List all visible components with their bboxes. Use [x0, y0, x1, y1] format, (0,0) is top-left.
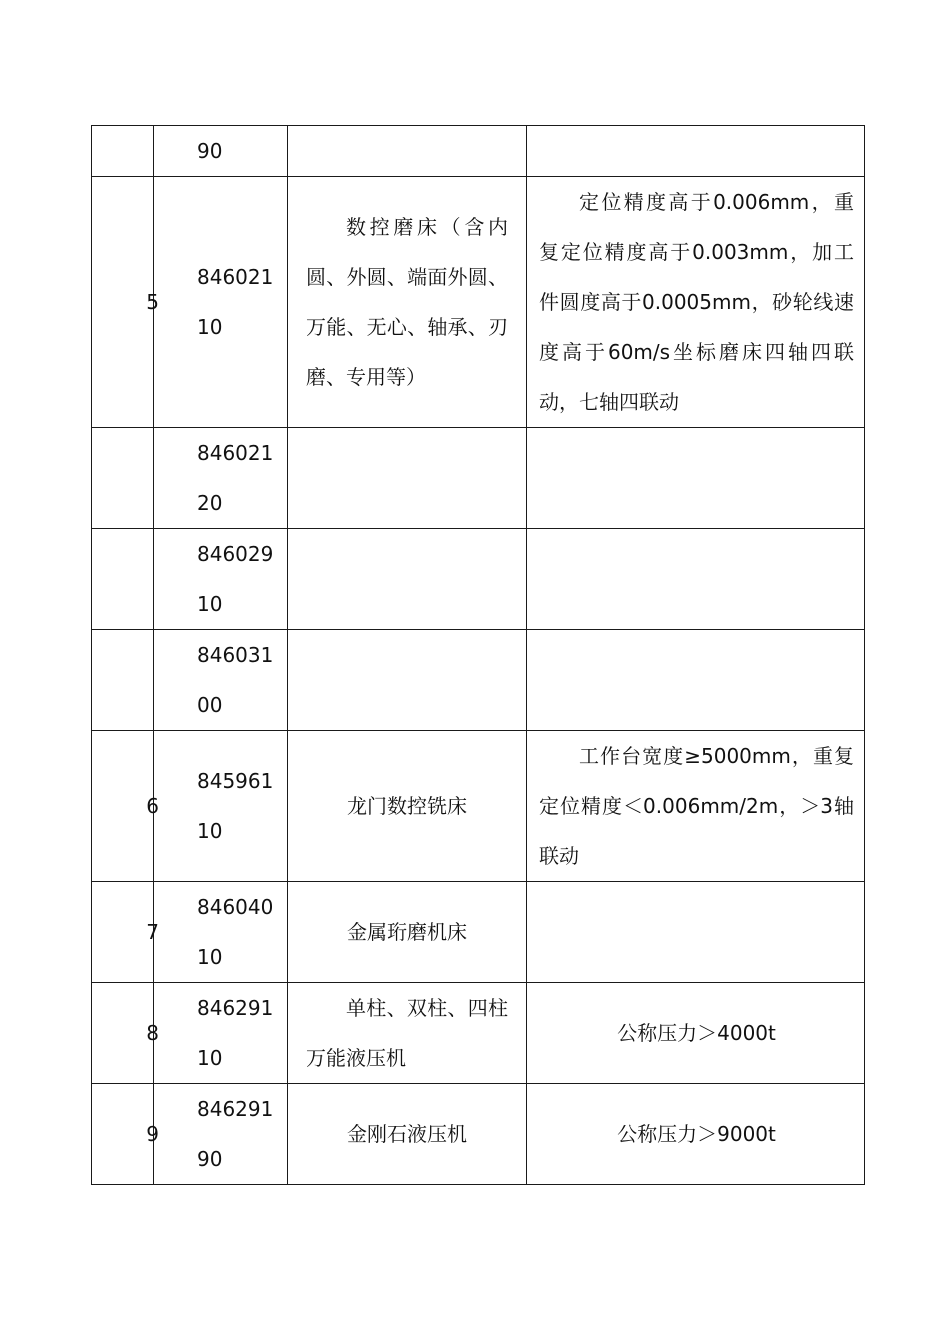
spec-requirement: 工作台宽度≥5000mm，重复定位精度＜0.006mm/2m，＞3轴联动	[527, 731, 865, 882]
hs-code: 846291 90	[154, 1084, 288, 1185]
spec-requirement	[527, 126, 865, 177]
row-number: 7	[92, 882, 154, 983]
table-row	[92, 1084, 865, 1185]
product-name	[288, 126, 527, 177]
table-row	[92, 630, 865, 731]
hs-code: 846291 10	[154, 983, 288, 1084]
row-number: 8	[92, 983, 154, 1084]
hs-code: 846021 20	[154, 428, 288, 529]
product-name: 龙门数控铣床	[288, 731, 527, 882]
row-number	[92, 428, 154, 529]
spec-requirement	[527, 630, 865, 731]
hs-code: 846040 10	[154, 882, 288, 983]
table-row	[92, 428, 865, 529]
spec-requirement: 定位精度高于0.006mm，重复定位精度高于0.003mm，加工件圆度高于0.0005mm，砂轮线速度高于60m/s坐标磨床四轴四联动，七轴四联动	[527, 177, 865, 428]
table-row	[92, 126, 865, 177]
table-row	[92, 983, 865, 1084]
table-row	[92, 177, 865, 428]
product-name: 数控磨床（含内圆、外圆、端面外圆、万能、无心、轴承、刃磨、专用等）	[288, 177, 527, 428]
row-number: 9	[92, 1084, 154, 1185]
hs-code: 846029 10	[154, 529, 288, 630]
spec-requirement	[527, 882, 865, 983]
table-row	[92, 882, 865, 983]
row-number: 5	[92, 177, 154, 428]
row-number	[92, 630, 154, 731]
product-name	[288, 529, 527, 630]
product-name: 金属珩磨机床	[288, 882, 527, 983]
product-name: 单柱、双柱、四柱万能液压机	[288, 983, 527, 1084]
hs-code: 845961 10	[154, 731, 288, 882]
row-number	[92, 126, 154, 177]
hs-code: 846021 10	[154, 177, 288, 428]
spec-requirement: 公称压力＞9000t	[527, 1084, 865, 1185]
hs-code: 90	[154, 126, 288, 177]
spec-requirement: 公称压力＞4000t	[527, 983, 865, 1084]
table-row	[92, 529, 865, 630]
spec-requirement	[527, 428, 865, 529]
product-name: 金刚石液压机	[288, 1084, 527, 1185]
product-name	[288, 630, 527, 731]
row-number: 6	[92, 731, 154, 882]
spec-requirement	[527, 529, 865, 630]
hs-code: 846031 00	[154, 630, 288, 731]
spec-table	[91, 125, 865, 1185]
product-name	[288, 428, 527, 529]
table-row	[92, 731, 865, 882]
row-number	[92, 529, 154, 630]
